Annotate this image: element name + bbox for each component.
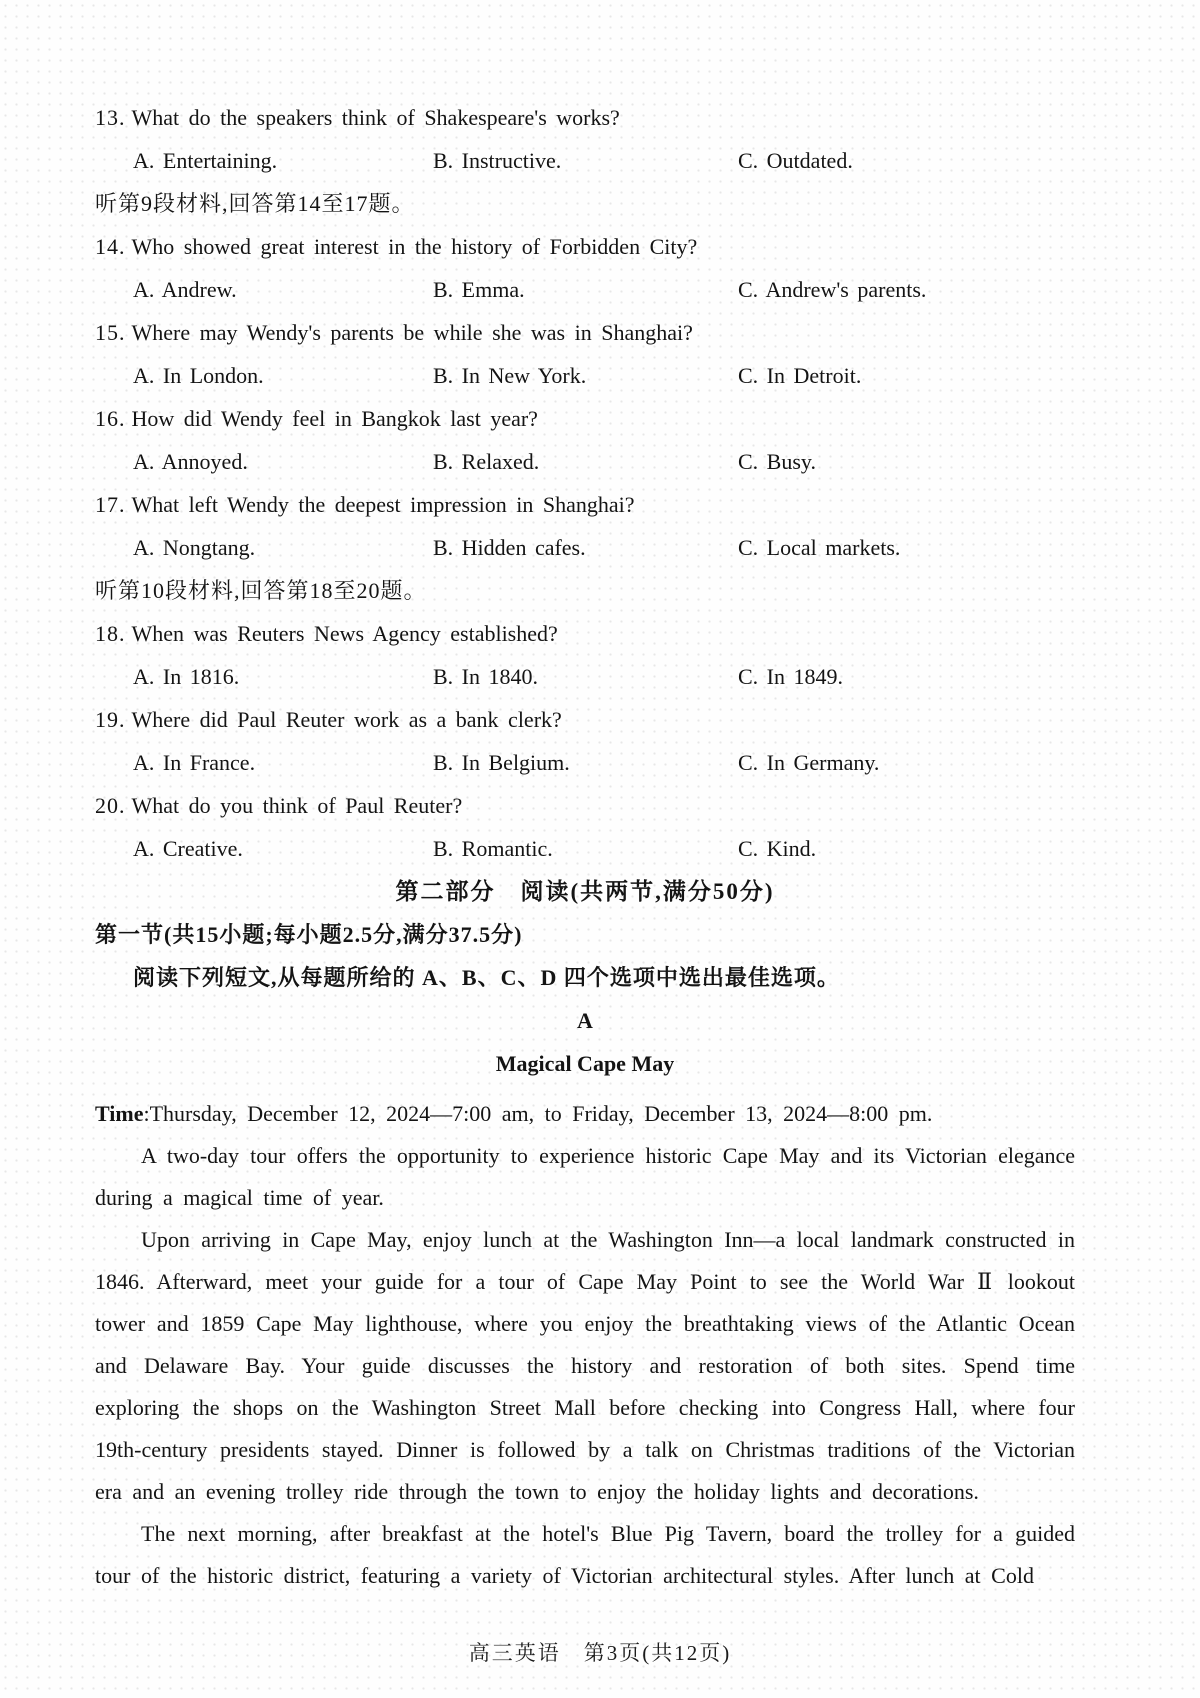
passage-paragraph-3: The next morning, after breakfast at the hotel's Blue Pig Tavern, board the trolley for a guided tour of the historic district, featuring a variety of Victorian architectural styles. After lunch at Cold (95, 1521, 1075, 1588)
question-15-options (95, 354, 1075, 397)
question-number: 17. (95, 492, 126, 517)
question-text: Who showed great interest in the history of Forbidden City? (131, 234, 698, 259)
question-19 (95, 698, 1075, 741)
question-text: How did Wendy feel in Bangkok last year? (131, 406, 538, 431)
option-c: C. Local markets. (738, 535, 901, 560)
question-text: When was Reuters News Agency established? (131, 621, 558, 646)
question-17 (95, 483, 1075, 526)
option-a: A. Entertaining. (133, 148, 278, 173)
option-b: B. Hidden cafes. (433, 535, 586, 560)
material-10-instruction: 听第10段材料,回答第18至20题。 (95, 578, 427, 603)
question-number: 20. (95, 793, 126, 818)
passage-paragraph-1: A two-day tour offers the opportunity to experience historic Cape May and its Victorian elegance during a magical time of year. (95, 1143, 1075, 1210)
part2-instruction: 阅读下列短文,从每题所给的 A、B、C、D 四个选项中选出最佳选项。 (133, 965, 840, 990)
question-text: What left Wendy the deepest impression in Shanghai? (131, 492, 635, 517)
option-b: B. Emma. (433, 277, 525, 302)
question-number: 16. (95, 406, 126, 431)
question-15 (95, 311, 1075, 354)
option-b: B. In New York. (433, 363, 587, 388)
question-18-options (95, 655, 1075, 698)
question-16 (95, 397, 1075, 440)
question-text: Where may Wendy's parents be while she was in Shanghai? (131, 320, 693, 345)
option-b: B. Romantic. (433, 836, 553, 861)
question-number: 14. (95, 234, 126, 259)
question-number: 13. (95, 105, 126, 130)
option-c: C. Kind. (738, 836, 817, 861)
option-c: C. In Detroit. (738, 363, 862, 388)
option-a: A. Andrew. (133, 277, 237, 302)
option-c: C. In 1849. (738, 664, 843, 689)
option-a: A. In London. (133, 363, 264, 388)
option-b: B. Instructive. (433, 148, 562, 173)
option-a: A. In 1816. (133, 664, 240, 689)
question-19-options (95, 741, 1075, 784)
question-number: 15. (95, 320, 126, 345)
passage-label: A (577, 1008, 593, 1033)
option-b: B. In Belgium. (433, 750, 570, 775)
question-18 (95, 612, 1075, 655)
question-14 (95, 225, 1075, 268)
option-c: C. In Germany. (738, 750, 880, 775)
question-17-options (95, 526, 1075, 569)
question-13 (95, 96, 1075, 139)
time-label: Time (95, 1101, 144, 1126)
time-value: :Thursday, December 12, 2024—7:00 am, to Friday, December 13, 2024—8:00 pm. (143, 1101, 933, 1126)
question-number: 19. (95, 707, 126, 732)
question-text: Where did Paul Reuter work as a bank clerk? (131, 707, 562, 732)
part2-header: 第二部分 阅读(共两节,满分50分) (395, 879, 775, 904)
option-c: C. Andrew's parents. (738, 277, 927, 302)
question-text: What do the speakers think of Shakespeare's works? (131, 105, 620, 130)
question-14-options (95, 268, 1075, 311)
question-13-options (95, 139, 1075, 182)
question-16-options (95, 440, 1075, 483)
option-a: A. In France. (133, 750, 256, 775)
material-9-instruction: 听第9段材料,回答第14至17题。 (95, 191, 415, 216)
option-c: C. Outdated. (738, 148, 853, 173)
option-a: A. Annoyed. (133, 449, 248, 474)
question-20-options (95, 827, 1075, 870)
passage-body (95, 1135, 1075, 1597)
option-b: B. In 1840. (433, 664, 538, 689)
option-c: C. Busy. (738, 449, 816, 474)
passage-title: Magical Cape May (495, 1051, 675, 1076)
option-b: B. Relaxed. (433, 449, 540, 474)
passage-time-line (95, 1093, 1075, 1135)
option-a: A. Creative. (133, 836, 243, 861)
page-footer: 高三英语 第3页(共12页) (468, 1641, 732, 1665)
page-content (95, 0, 1075, 1597)
question-number: 18. (95, 621, 126, 646)
part2-section1-line: 第一节(共15小题;每小题2.5分,满分37.5分) (95, 922, 523, 947)
question-text: What do you think of Paul Reuter? (131, 793, 463, 818)
passage-paragraph-2: Upon arriving in Cape May, enjoy lunch at the Washington Inn—a local landmark constructed in 1846. Afterward, meet your guide for a tour of Cape May Point to see the World War Ⅱ lookout tower and 1859 Cape May lighthouse, where you enjoy the breathtaking views of the Atlantic Ocean and Delaware Bay. Your guide discusses the history and restoration of both sites. Spend time exploring the shops on the Washington Street Mall before checking into Congress Hall, where four 19th-century presidents stayed. Dinner is followed by a talk on Christmas traditions of the Victorian era and an evening trolley ride through the town to enjoy the holiday lights and decorations. (95, 1227, 1075, 1504)
option-a: A. Nongtang. (133, 535, 256, 560)
question-20 (95, 784, 1075, 827)
